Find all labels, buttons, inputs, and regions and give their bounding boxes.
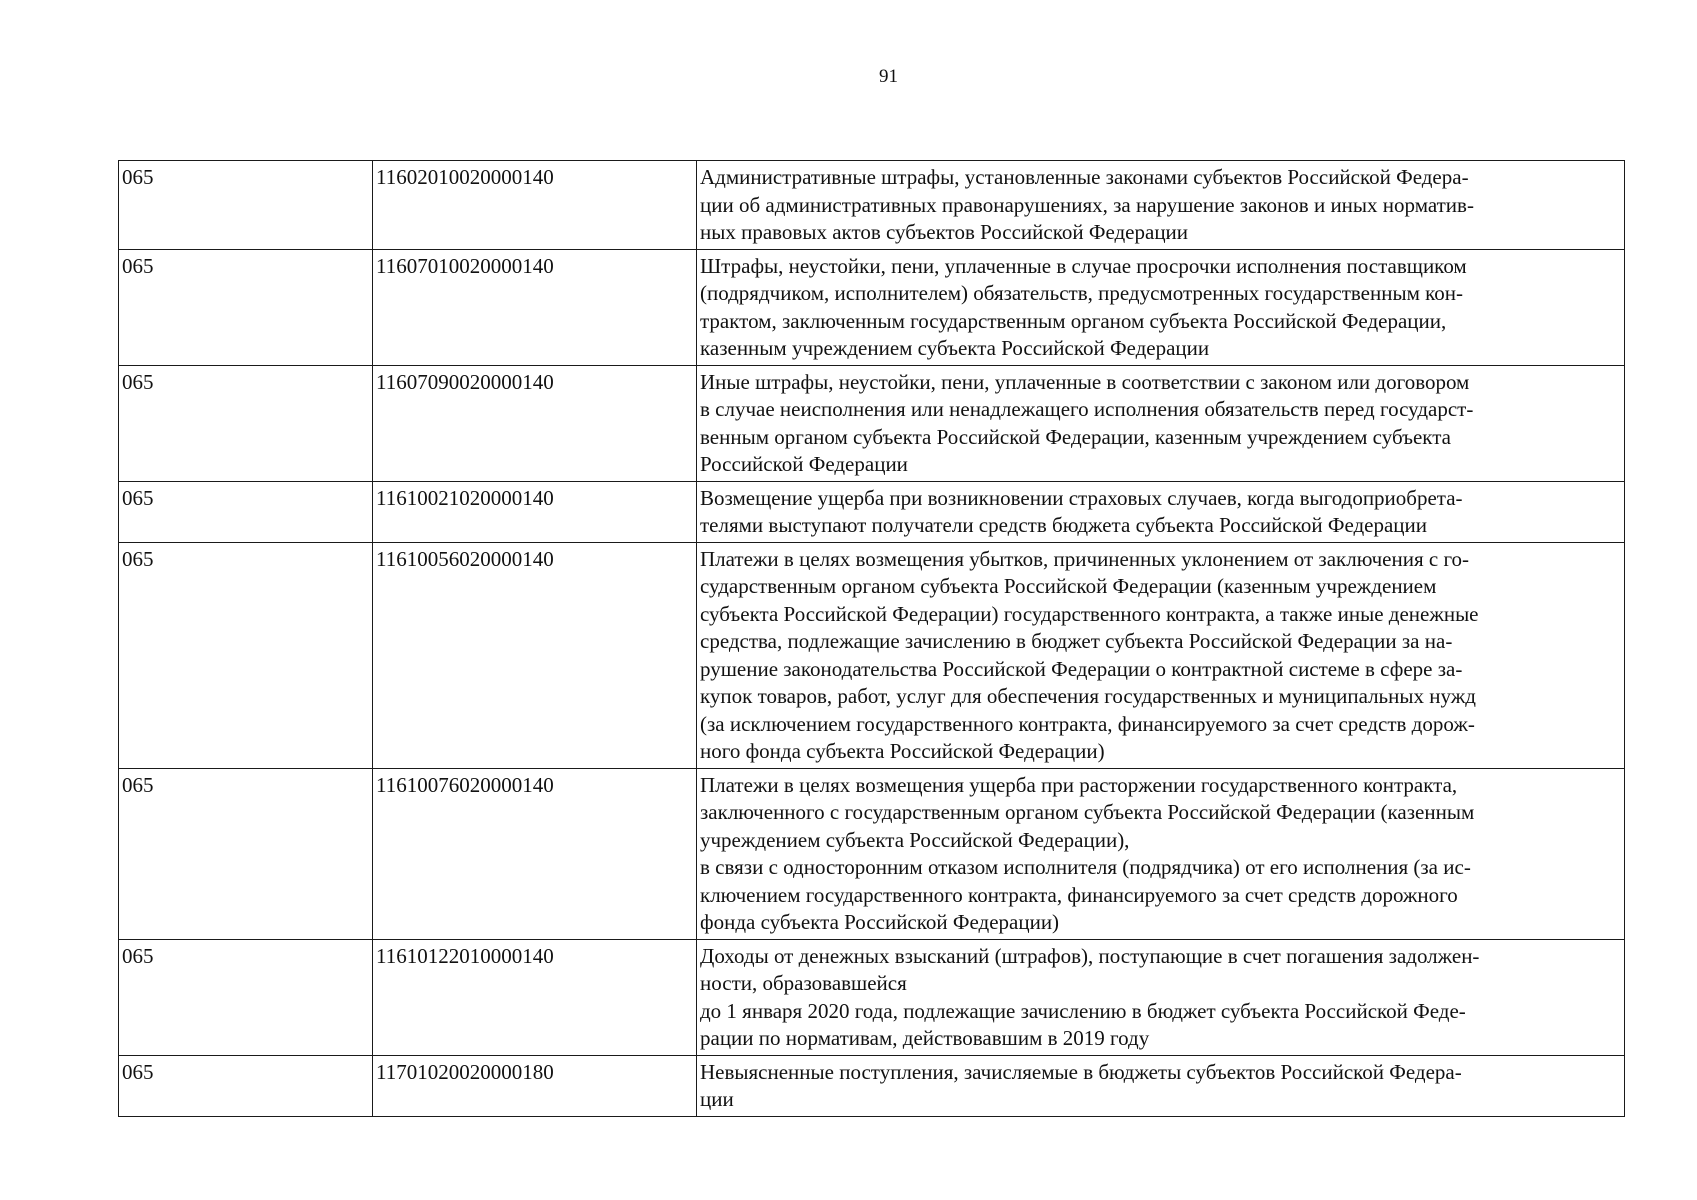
revenue-code-cell: 11610122010000140 <box>373 939 697 1055</box>
table-row <box>119 1055 1625 1116</box>
revenue-code-cell: 11607090020000140 <box>373 365 697 481</box>
description-cell: Невыясненные поступления, зачисляемые в бюджеты субъектов Российской Федера- ции <box>697 1055 1625 1116</box>
admin-code-cell: 065 <box>119 161 373 250</box>
revenue-code-cell: 11701020020000180 <box>373 1055 697 1116</box>
admin-code-cell: 065 <box>119 481 373 542</box>
admin-code-cell: 065 <box>119 1055 373 1116</box>
table-row <box>119 249 1625 365</box>
revenue-code-cell: 11610056020000140 <box>373 542 697 768</box>
revenue-codes-table <box>118 160 1625 1117</box>
description-cell: Платежи в целях возмещения ущерба при расторжении государственного контракта, заключенного с государственным органом субъекта Российской Федерации (казенным учреждением субъекта Российской Федерации), в связи с односторонним отказом исполнителя (подрядчика) от его исполнения (за ис- ключением государственного контракта, финансируемого за счет средств дорожного фонда субъекта Российской Федерации) <box>697 768 1625 939</box>
admin-code-cell: 065 <box>119 939 373 1055</box>
page-number: 91 <box>879 66 898 87</box>
revenue-code-cell: 11607010020000140 <box>373 249 697 365</box>
description-cell: Возмещение ущерба при возникновении страховых случаев, когда выгодоприобрета- телями выступают получатели средств бюджета субъекта Российской Федерации <box>697 481 1625 542</box>
table-row <box>119 365 1625 481</box>
description-cell: Штрафы, неустойки, пени, уплаченные в случае просрочки исполнения поставщиком (подрядчиком, исполнителем) обязательств, предусмотренных государственным кон- трактом, заключенным государственным органом субъекта Российской Федерации, казенным учреждением субъекта Российской Федерации <box>697 249 1625 365</box>
admin-code-cell: 065 <box>119 768 373 939</box>
table-row <box>119 768 1625 939</box>
revenue-code-cell: 11610021020000140 <box>373 481 697 542</box>
table-row <box>119 161 1625 250</box>
table-row <box>119 481 1625 542</box>
table-row <box>119 939 1625 1055</box>
description-cell: Административные штрафы, установленные законами субъектов Российской Федера- ции об административных правонарушениях, за нарушение законов и иных норматив- ных правовых актов субъектов Российской Федерации <box>697 161 1625 250</box>
admin-code-cell: 065 <box>119 365 373 481</box>
description-cell: Доходы от денежных взысканий (штрафов), поступающие в счет погашения задолжен- ности, образовавшейся до 1 января 2020 года, подлежащие зачислению в бюджет субъекта Российской Феде- рации по нормативам, действовавшим в 2019 году <box>697 939 1625 1055</box>
admin-code-cell: 065 <box>119 542 373 768</box>
table-row <box>119 542 1625 768</box>
description-cell: Иные штрафы, неустойки, пени, уплаченные в соответствии с законом или договором в случае неисполнения или ненадлежащего исполнения обязательств перед государст- венным органом субъекта Российской Федерации, казенным учреждением субъекта Российской Федерации <box>697 365 1625 481</box>
revenue-code-cell: 11610076020000140 <box>373 768 697 939</box>
description-cell: Платежи в целях возмещения убытков, причиненных уклонением от заключения с го- сударственным органом субъекта Российской Федерации (казенным учреждением субъекта Российской Федерации) государственного контракта, а также иные денежные средства, подлежащие зачислению в бюджет субъекта Российской Федерации за на- рушение законодательства Российской Федерации о контрактной системе в сфере за- купок товаров, работ, услуг для обеспечения государственных и муниципальных нужд (за исключением государственного контракта, финансируемого за счет средств дорож- ного фонда субъекта Российской Федерации) <box>697 542 1625 768</box>
revenue-code-cell: 11602010020000140 <box>373 161 697 250</box>
admin-code-cell: 065 <box>119 249 373 365</box>
